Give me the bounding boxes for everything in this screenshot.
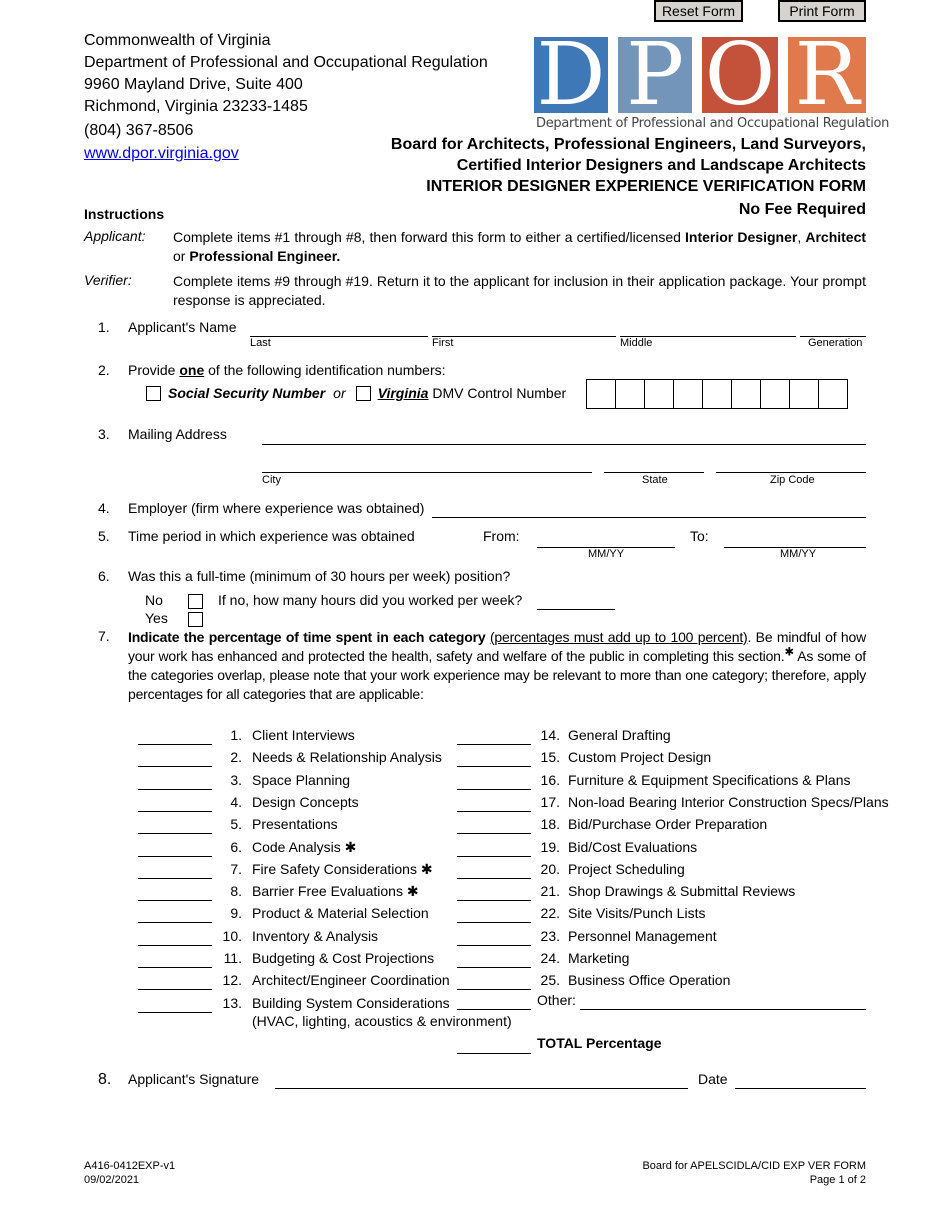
category-number: 24.: [540, 950, 560, 966]
category-percentage-field[interactable]: [457, 945, 531, 946]
category-number: 1.: [230, 727, 242, 743]
category-instructions: Indicate the percentage of time spent in each category (percentages must add up to 100 percent). Be mindful of how your work has enhanced and protected the health, safety and welfare of the public in completing this section.✱ As some of the categories overlap, please note that your work experience may be relevant to more than one category; therefore, apply percentages for all categories that are applicable:: [128, 629, 866, 702]
category-percentage-field[interactable]: [138, 900, 212, 901]
category-percentage-field[interactable]: [138, 1012, 212, 1013]
zip-caption: Zip Code: [770, 474, 815, 486]
category-label: Site Visits/Punch Lists: [568, 905, 706, 922]
item-number: 1.: [98, 319, 110, 335]
last-caption: Last: [250, 337, 271, 349]
ssn-label: Social Security Number: [168, 385, 326, 401]
category-label: Custom Project Design: [568, 749, 712, 766]
signature-field[interactable]: [275, 1088, 688, 1089]
category-number: 19.: [540, 838, 560, 855]
logo-caption: Department of Professional and Occupational Regulation: [536, 116, 890, 131]
category-label: Client Interviews: [252, 727, 355, 743]
category-percentage-field[interactable]: [138, 989, 212, 990]
yes-label: Yes: [145, 610, 168, 626]
item-number: 6.: [98, 568, 110, 584]
or-label: or: [333, 385, 346, 401]
zip-field[interactable]: [716, 472, 866, 473]
category-label: Barrier Free Evaluations ✱: [252, 883, 419, 900]
category-percentage-field[interactable]: [138, 744, 212, 745]
category-label: Needs & Relationship Analysis: [252, 749, 442, 766]
instructions-heading: Instructions: [84, 206, 165, 222]
category-percentage-field[interactable]: [457, 900, 531, 901]
id-number-boxes[interactable]: [586, 379, 848, 409]
applicant-instructions: Complete items #1 through #8, then forward this form to either a certified/licensed Interior Designer, Architect or Professional Engineer.: [173, 229, 867, 264]
category-label: Space Planning: [252, 771, 351, 788]
category-number: 2.: [230, 749, 242, 766]
category-label: Design Concepts: [252, 793, 359, 810]
mailing-address-label: Mailing Address: [128, 426, 227, 442]
last-name-field[interactable]: [250, 336, 428, 337]
category-label: Code Analysis ✱: [252, 838, 357, 855]
category-number: 16.: [540, 771, 560, 788]
city-field[interactable]: [262, 472, 592, 473]
total-percentage-field[interactable]: [457, 1053, 531, 1054]
category-label: Inventory & Analysis: [252, 927, 379, 944]
category-label: Building System Considerations: [252, 994, 450, 1011]
item-number: 2.: [98, 362, 110, 378]
category-percentage-field[interactable]: [138, 833, 212, 834]
category-number: 6.: [230, 838, 242, 855]
category-number: 15.: [540, 749, 560, 766]
employer-field[interactable]: [432, 517, 866, 518]
footer-board: Board for APELSCIDLA/CID EXP VER FORM: [642, 1160, 866, 1172]
other-percentage-field[interactable]: [457, 1009, 531, 1010]
category-number: 4.: [230, 793, 242, 810]
street-address-field[interactable]: [262, 444, 866, 445]
category-label: Presentations: [252, 816, 338, 833]
verifier-label: Verifier:: [84, 272, 132, 288]
category-13-note: (HVAC, lighting, acoustics & environment): [252, 1013, 512, 1029]
category-number: 22.: [540, 905, 560, 922]
no-label: No: [145, 592, 163, 608]
form-date: 09/02/2021: [84, 1174, 140, 1186]
category-percentage-field[interactable]: [457, 989, 531, 990]
category-number: 9.: [230, 905, 242, 922]
category-number: 5.: [230, 816, 242, 833]
category-label: General Drafting: [568, 727, 671, 743]
dmv-checkbox[interactable]: [356, 386, 371, 401]
category-percentage-field[interactable]: [457, 833, 531, 834]
id-number-label: Provide one of the following identification numbers:: [128, 362, 446, 378]
reset-form-button[interactable]: Reset Form: [654, 0, 743, 22]
generation-caption: Generation: [808, 337, 863, 349]
date-label: Date: [698, 1071, 728, 1087]
id-type-options: [146, 385, 566, 401]
page-number: Page 1 of 2: [809, 1174, 866, 1186]
category-percentage-field[interactable]: [457, 878, 531, 879]
agency-line: Department of Professional and Occupational Regulation: [84, 54, 488, 71]
category-percentage-field[interactable]: [457, 766, 531, 767]
category-number: 3.: [230, 771, 242, 788]
time-period-label: Time period in which experience was obtained: [128, 528, 415, 544]
no-fee-label: No Fee Required: [738, 201, 866, 218]
first-name-field[interactable]: [432, 336, 616, 337]
category-number: 25.: [540, 972, 560, 989]
applicant-label: Applicant:: [84, 228, 146, 244]
category-percentage-field[interactable]: [457, 967, 531, 968]
website-link[interactable]: www.dpor.virginia.gov: [84, 145, 239, 162]
category-number: 17.: [540, 793, 560, 810]
full-time-question: Was this a full-time (minimum of 30 hours per week) position?: [128, 568, 511, 584]
ssn-checkbox[interactable]: [146, 386, 161, 401]
category-number: 14.: [540, 727, 560, 743]
category-label: Bid/Purchase Order Preparation: [568, 816, 768, 833]
category-label: Bid/Cost Evaluations: [568, 838, 698, 855]
category-number: 10.: [222, 927, 242, 944]
middle-caption: Middle: [620, 337, 653, 349]
category-label: Non-load Bearing Interior Construction Specs/Plans: [568, 793, 889, 810]
category-percentage-field[interactable]: [138, 945, 212, 946]
to-format-caption: MM/YY: [780, 548, 817, 560]
category-label: Fire Safety Considerations ✱: [252, 860, 433, 877]
logo-letter-r: R: [788, 37, 866, 113]
agency-phone: (804) 367-8506: [84, 122, 194, 139]
date-field[interactable]: [735, 1088, 866, 1089]
category-percentage-field[interactable]: [457, 744, 531, 745]
category-label: Architect/Engineer Coordination: [252, 972, 450, 989]
agency-line: Commonwealth of Virginia: [84, 32, 271, 49]
category-label: Shop Drawings & Submittal Reviews: [568, 883, 796, 900]
category-number: 18.: [540, 816, 560, 833]
category-number: 21.: [540, 883, 560, 900]
item-number: 4.: [98, 500, 110, 516]
category-percentage-field[interactable]: [138, 922, 212, 923]
category-percentage-field[interactable]: [457, 922, 531, 923]
category-number: 7.: [230, 860, 242, 877]
category-number: 23.: [540, 927, 560, 944]
verifier-instructions: Complete items #9 through #19. Return it to the applicant for inclusion in their application package. Your prompt response is appreciated.: [173, 273, 866, 308]
hours-field[interactable]: [537, 609, 615, 610]
category-number: 20.: [540, 860, 560, 877]
first-caption: First: [432, 337, 454, 349]
category-number: 13.: [222, 994, 242, 1011]
logo-letter-o: O: [702, 37, 778, 113]
to-label: To:: [690, 528, 709, 544]
state-caption: State: [642, 474, 668, 486]
category-number: 8.: [230, 883, 242, 900]
category-percentage-field[interactable]: [138, 878, 212, 879]
form-code: A416-0412EXP-v1: [84, 1160, 176, 1172]
employer-label: Employer (firm where experience was obtained): [128, 500, 425, 516]
agency-line: 9960 Mayland Drive, Suite 400: [84, 76, 303, 93]
category-number: 11.: [223, 950, 242, 966]
logo-letter-d: D: [534, 37, 608, 113]
agency-line: Richmond, Virginia 23233-1485: [84, 98, 308, 115]
category-label: Budgeting & Cost Projections: [252, 950, 435, 966]
from-label: From:: [483, 528, 520, 544]
board-title-2: Certified Interior Designers and Landscape Architects: [456, 157, 866, 174]
category-label: Furniture & Equipment Specifications & Plans: [568, 771, 851, 788]
category-label: Product & Material Selection: [252, 905, 429, 922]
category-percentage-field[interactable]: [457, 789, 531, 790]
category-percentage-field[interactable]: [138, 811, 212, 812]
category-number: 12.: [222, 972, 242, 989]
item-number: 3.: [98, 426, 110, 442]
board-title: Board for Architects, Professional Engineers, Land Surveyors,: [390, 136, 866, 153]
hours-question: If no, how many hours did you worked per week?: [218, 592, 523, 608]
category-percentage-field[interactable]: [138, 856, 212, 857]
item-number: 8.: [98, 1071, 112, 1088]
category-percentage-field[interactable]: [457, 811, 531, 812]
total-percentage-label: TOTAL Percentage: [537, 1035, 662, 1051]
other-description-field[interactable]: [580, 1009, 866, 1010]
category-label: Personnel Management: [568, 927, 717, 944]
category-label: Business Office Operation: [568, 972, 731, 989]
applicant-name-label: Applicant's Name: [128, 319, 237, 335]
item-number: 7.: [98, 628, 110, 644]
other-label: Other:: [537, 992, 576, 1008]
logo-letter-p: P: [618, 37, 692, 113]
category-label: Marketing: [568, 950, 630, 966]
category-percentage-field[interactable]: [457, 856, 531, 857]
city-caption: City: [262, 474, 281, 486]
form-title: INTERIOR DESIGNER EXPERIENCE VERIFICATION FORM: [426, 178, 866, 195]
yes-checkbox[interactable]: [188, 612, 203, 627]
signature-label: Applicant's Signature: [128, 1071, 260, 1087]
state-field[interactable]: [604, 472, 704, 473]
category-percentage-field[interactable]: [138, 766, 212, 767]
item-number: 5.: [98, 528, 110, 544]
category-percentage-field[interactable]: [138, 967, 212, 968]
category-percentage-field[interactable]: [138, 789, 212, 790]
from-format-caption: MM/YY: [588, 548, 625, 560]
dmv-label: Virginia DMV Control Number: [377, 385, 567, 401]
print-form-button[interactable]: Print Form: [778, 0, 866, 22]
category-label: Project Scheduling: [568, 860, 685, 877]
no-checkbox[interactable]: [188, 594, 203, 609]
